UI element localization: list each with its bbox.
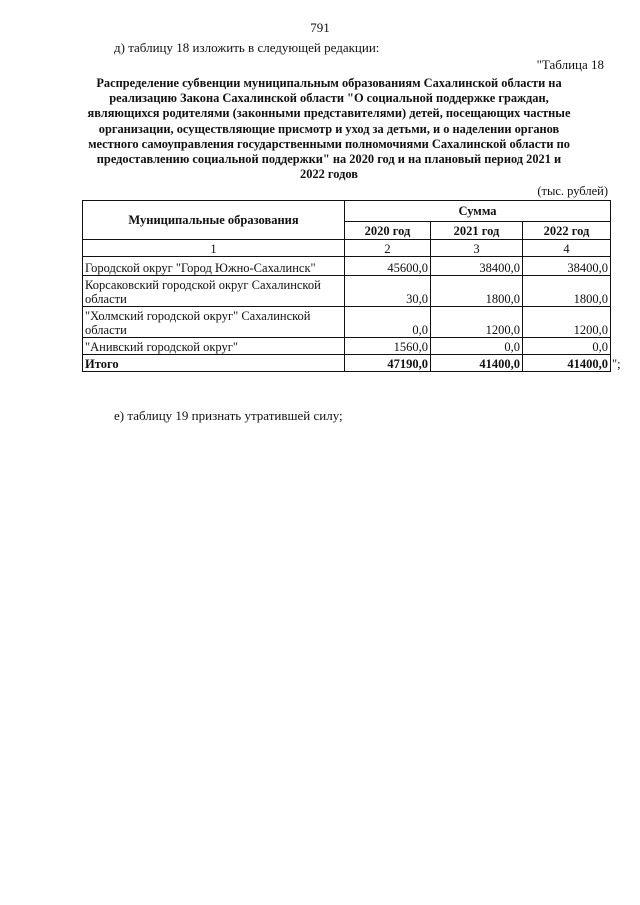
header-sum: Сумма [345,201,611,222]
column-number: 3 [431,240,523,257]
closing-quote: "; [612,357,621,371]
total-row [83,355,611,372]
header-year-2021: 2021 год [431,222,523,240]
column-number: 2 [345,240,431,257]
row-municipality-name: "Анивский городской округ" [83,338,345,355]
row-municipality-name: "Холмский городской округ" Сахалинской области [83,307,345,338]
subsidy-table [82,200,611,372]
column-number: 1 [83,240,345,257]
total-value-2020: 47190,0 [345,355,431,372]
total-value-2022: 41400,0 [523,355,611,372]
row-value-2020: 30,0 [345,276,431,307]
row-value-2022: 1800,0 [523,276,611,307]
units-label: (тыс. рублей) [537,184,608,198]
row-value-2021: 0,0 [431,338,523,355]
table-label: "Таблица 18 [536,57,604,72]
table-row [83,257,611,276]
column-numbers-row [83,240,611,257]
row-value-2022: 38400,0 [523,257,611,276]
row-value-2020: 1560,0 [345,338,431,355]
total-label: Итого [83,355,345,372]
outro-paragraph: е) таблицу 19 признать утратившей силу; [114,408,343,423]
header-municipality: Муниципальные образования [83,201,345,240]
row-value-2020: 45600,0 [345,257,431,276]
table-row [83,307,611,338]
page-number: 791 [310,20,330,35]
header-year-2022: 2022 год [523,222,611,240]
header-year-2020: 2020 год [345,222,431,240]
row-value-2020: 0,0 [345,307,431,338]
intro-paragraph: д) таблицу 18 изложить в следующей редакции: [114,40,380,55]
row-municipality-name: Городской округ "Город Южно-Сахалинск" [83,257,345,276]
header-row [83,201,611,222]
row-municipality-name: Корсаковский городской округ Сахалинской области [83,276,345,307]
row-value-2021: 1800,0 [431,276,523,307]
row-value-2021: 38400,0 [431,257,523,276]
table-row [83,338,611,355]
row-value-2021: 1200,0 [431,307,523,338]
row-value-2022: 0,0 [523,338,611,355]
total-value-2021: 41400,0 [431,355,523,372]
row-value-2022: 1200,0 [523,307,611,338]
table-title: Распределение субвенции муниципальным образованиям Сахалинской области на реализацию Закона Сахалинской области "О социальной поддержке граждан, являющихся родителями (законными представителями) детей, посещающих частные организации, осуществляющие присмотр и уход за детьми, и о наделении органов местного самоуправления государственными полномочиями Сахалинской области по предоставлению социальной поддержки" на 2020 год и на плановый период 2021 и 2022 годов [87,76,571,182]
column-number: 4 [523,240,611,257]
table-row [83,276,611,307]
